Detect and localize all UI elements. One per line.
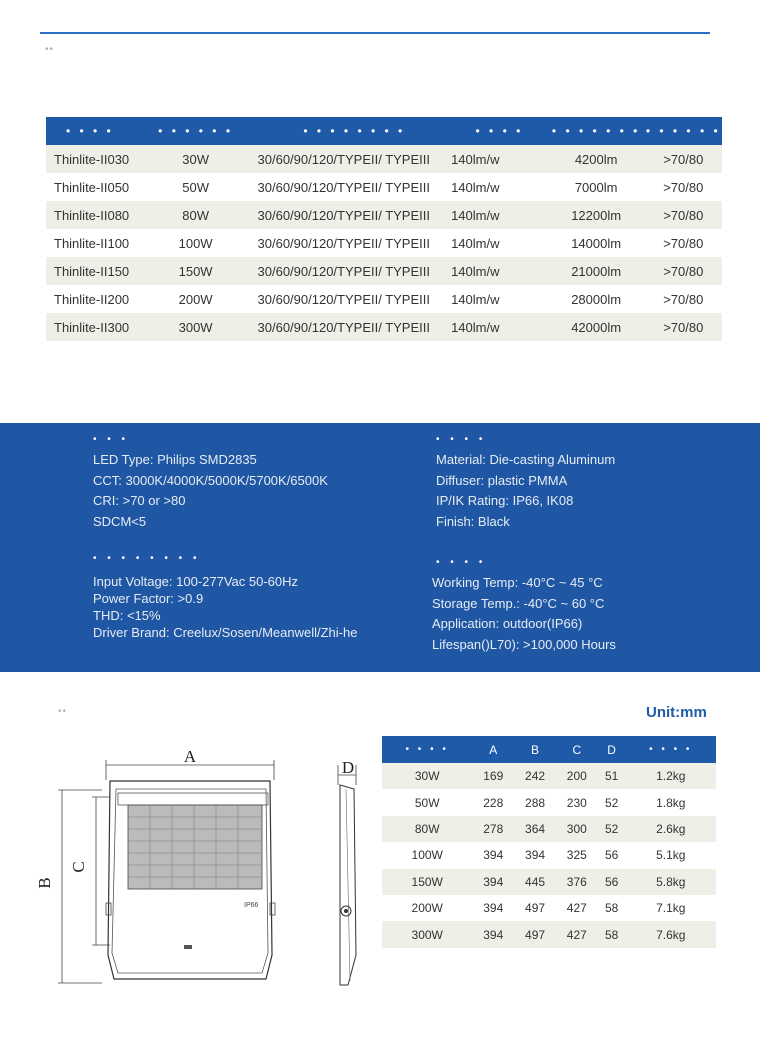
table-row (382, 869, 716, 895)
table-row (46, 257, 722, 285)
dim-cell: 80W (382, 816, 472, 842)
dim-cell: 100W (411, 848, 443, 863)
dim-cell: 58 (604, 901, 619, 916)
dim-cell: 394 (472, 921, 514, 947)
model-cell: Thinlite-II030 (46, 145, 134, 173)
table-row (46, 201, 722, 229)
dim-cell: 230 (566, 795, 587, 810)
dim-a-label: A (183, 747, 197, 766)
dimension-drawing (35, 745, 368, 995)
dimension-table (382, 736, 716, 948)
dim-cell: 52 (598, 816, 626, 842)
beam-cell: 30/60/90/120/TYPEII/ TYPEIII (257, 179, 430, 195)
table-row (46, 229, 722, 257)
dim-cell: 50W (414, 795, 440, 810)
dim-cell: 150W (382, 869, 472, 895)
feature-line: Application: outdoor(IP66) (432, 616, 583, 631)
dim-header-cell: • • • • (626, 736, 716, 763)
group-heading: • • • • (436, 557, 487, 568)
spec-header-cell: • • • • • • (645, 117, 722, 145)
spec-header-row (46, 117, 722, 145)
dim-cell: 228 (483, 795, 504, 810)
table-row (382, 789, 716, 815)
dim-cell: 497 (514, 921, 556, 947)
cri-cell: >70/80 (663, 235, 704, 251)
dim-header-cell: • • • • (382, 736, 472, 763)
feature-line: IP/IK Rating: IP66, IK08 (436, 493, 574, 508)
group-heading: • • • • (436, 434, 487, 445)
feature-line: Storage Temp.: -40°C ~ 60 °C (432, 595, 605, 611)
table-row (46, 313, 722, 341)
cri-cell: >70/80 (645, 257, 722, 285)
dim-cell: 300W (382, 921, 472, 947)
dim-cell: 56 (604, 848, 619, 863)
lumen-cell: 4200lm (548, 145, 645, 173)
dim-header-cell: C (556, 736, 598, 763)
lumen-cell: 14000lm (571, 235, 622, 251)
efficacy-cell: 140lm/w (451, 179, 500, 195)
feature-line: Diffuser: plastic PMMA (436, 472, 568, 488)
spec-header-cell: • • • • • • • • (258, 117, 452, 145)
dim-cell: 5.1kg (656, 848, 686, 863)
driver-group (93, 550, 357, 641)
dim-cell: 7.1kg (656, 901, 686, 916)
feature-line: LED Type: Philips SMD2835 (93, 452, 257, 467)
feature-line: THD: <15% (93, 608, 161, 623)
dim-b-label: B (35, 877, 54, 889)
dim-cell: 497 (525, 901, 546, 916)
model-cell: Thinlite-II080 (46, 201, 134, 229)
dim-cell: 51 (598, 763, 626, 789)
spec-header-cell: • • • • (46, 117, 134, 145)
lumen-cell: 42000lm (548, 313, 645, 341)
dim-cell: 2.6kg (626, 816, 716, 842)
table-row (382, 895, 716, 921)
dim-cell: 242 (514, 763, 556, 789)
unit-label: Unit:mm (646, 704, 707, 721)
dim-cell: 427 (556, 921, 598, 947)
efficacy-cell: 140lm/w (451, 145, 548, 173)
dim-header-cell: B (514, 736, 556, 763)
dim-cell: 288 (525, 795, 546, 810)
model-cell: Thinlite-II300 (46, 313, 134, 341)
cri-cell: >70/80 (645, 145, 722, 173)
dim-cell: 1.8kg (656, 795, 686, 810)
section-marker: •• (45, 44, 55, 55)
power-cell: 200W (178, 291, 213, 307)
table-row (382, 921, 716, 947)
feature-line: Finish: Black (436, 513, 510, 529)
dim-c-label: C (69, 861, 88, 873)
cri-cell: >70/80 (663, 179, 704, 195)
model-cell: Thinlite-II050 (54, 179, 130, 195)
lumen-cell: 12200lm (548, 201, 645, 229)
dim-cell: 445 (514, 869, 556, 895)
dim-cell: 200W (411, 901, 443, 916)
dim-cell: 7.6kg (626, 921, 716, 947)
feature-line: SDCM<5 (93, 513, 147, 529)
feature-line: Material: Die-casting Aluminum (436, 452, 616, 467)
dim-cell: 278 (472, 816, 514, 842)
lumen-cell: 7000lm (574, 179, 618, 195)
dim-cell: 376 (556, 869, 598, 895)
dim-d-label: D (341, 758, 355, 777)
dim-cell: 394 (525, 848, 546, 863)
table-row (46, 145, 722, 173)
table-row (46, 173, 722, 201)
features-band (0, 423, 760, 672)
beam-cell: 30/60/90/120/TYPEII/ TYPEIII (258, 201, 452, 229)
section-marker: •• (58, 706, 68, 717)
table-row (382, 763, 716, 789)
power-cell: 150W (134, 257, 258, 285)
group-heading: • • • • • • • • (93, 553, 201, 564)
efficacy-cell: 140lm/w (451, 235, 500, 251)
efficacy-cell: 140lm/w (451, 291, 500, 307)
dim-cell: 52 (604, 795, 619, 810)
model-cell: Thinlite-II150 (46, 257, 134, 285)
table-row (46, 285, 722, 313)
feature-line: CRI: >70 or >80 (93, 493, 186, 508)
power-cell: 300W (134, 313, 258, 341)
header-rule (40, 32, 710, 34)
dim-cell: 56 (598, 869, 626, 895)
model-cell: Thinlite-II100 (54, 235, 130, 251)
dim-cell: 30W (382, 763, 472, 789)
dim-header-cell: A (472, 736, 514, 763)
dim-cell: 5.8kg (626, 869, 716, 895)
table-row (382, 842, 716, 868)
beam-cell: 30/60/90/120/TYPEII/ TYPEIII (258, 313, 452, 341)
lumen-cell: 28000lm (571, 291, 622, 307)
efficacy-cell: 140lm/w (451, 257, 548, 285)
feature-line: CCT: 3000K/4000K/5000K/5700K/6500K (93, 472, 328, 488)
dim-header-cell: D (598, 736, 626, 763)
feature-line: Input Voltage: 100-277Vac 50-60Hz (93, 574, 299, 589)
dim-cell: 394 (472, 869, 514, 895)
power-cell: 30W (134, 145, 258, 173)
dim-cell: 169 (472, 763, 514, 789)
beam-cell: 30/60/90/120/TYPEII/ TYPEIII (257, 291, 430, 307)
dim-cell: 427 (566, 901, 587, 916)
power-cell: 100W (178, 235, 213, 251)
cri-cell: >70/80 (645, 313, 722, 341)
group-heading: • • • (93, 434, 130, 445)
table-row (382, 816, 716, 842)
spec-header-cell: • • • • • • • (548, 117, 645, 145)
beam-cell: 30/60/90/120/TYPEII/ TYPEIII (258, 145, 452, 173)
feature-line: Driver Brand: Creelux/Sosen/Meanwell/Zhi-he (93, 625, 358, 640)
efficacy-cell: 140lm/w (451, 313, 548, 341)
feature-line: Lifespan()L70): >100,000 Hours (432, 636, 616, 652)
lumen-cell: 21000lm (548, 257, 645, 285)
dim-header-row (382, 736, 716, 763)
housing-group (436, 430, 615, 532)
spec-table (46, 117, 722, 341)
dim-cell: 394 (483, 901, 504, 916)
efficacy-cell: 140lm/w (451, 201, 548, 229)
power-cell: 80W (134, 201, 258, 229)
beam-cell: 30/60/90/120/TYPEII/ TYPEIII (258, 257, 452, 285)
beam-cell: 30/60/90/120/TYPEII/ TYPEIII (257, 235, 430, 251)
led-group (93, 430, 328, 532)
spec-header-cell: • • • • (451, 117, 548, 145)
spec-header-cell: • • • • • • (134, 117, 258, 145)
feature-line: Working Temp: -40°C ~ 45 °C (432, 575, 603, 590)
environment-group (432, 553, 616, 655)
dim-cell: 300 (556, 816, 598, 842)
model-cell: Thinlite-II200 (54, 291, 130, 307)
dim-cell: 364 (514, 816, 556, 842)
cri-cell: >70/80 (663, 291, 704, 307)
ip-rating-mark: IP66 (244, 902, 259, 909)
dim-cell: 58 (598, 921, 626, 947)
dim-cell: 200 (556, 763, 598, 789)
dim-cell: 325 (566, 848, 587, 863)
dim-cell: 1.2kg (626, 763, 716, 789)
cri-cell: >70/80 (645, 201, 722, 229)
power-cell: 50W (182, 179, 209, 195)
feature-line: Power Factor: >0.9 (93, 591, 204, 606)
dim-cell: 394 (483, 848, 504, 863)
